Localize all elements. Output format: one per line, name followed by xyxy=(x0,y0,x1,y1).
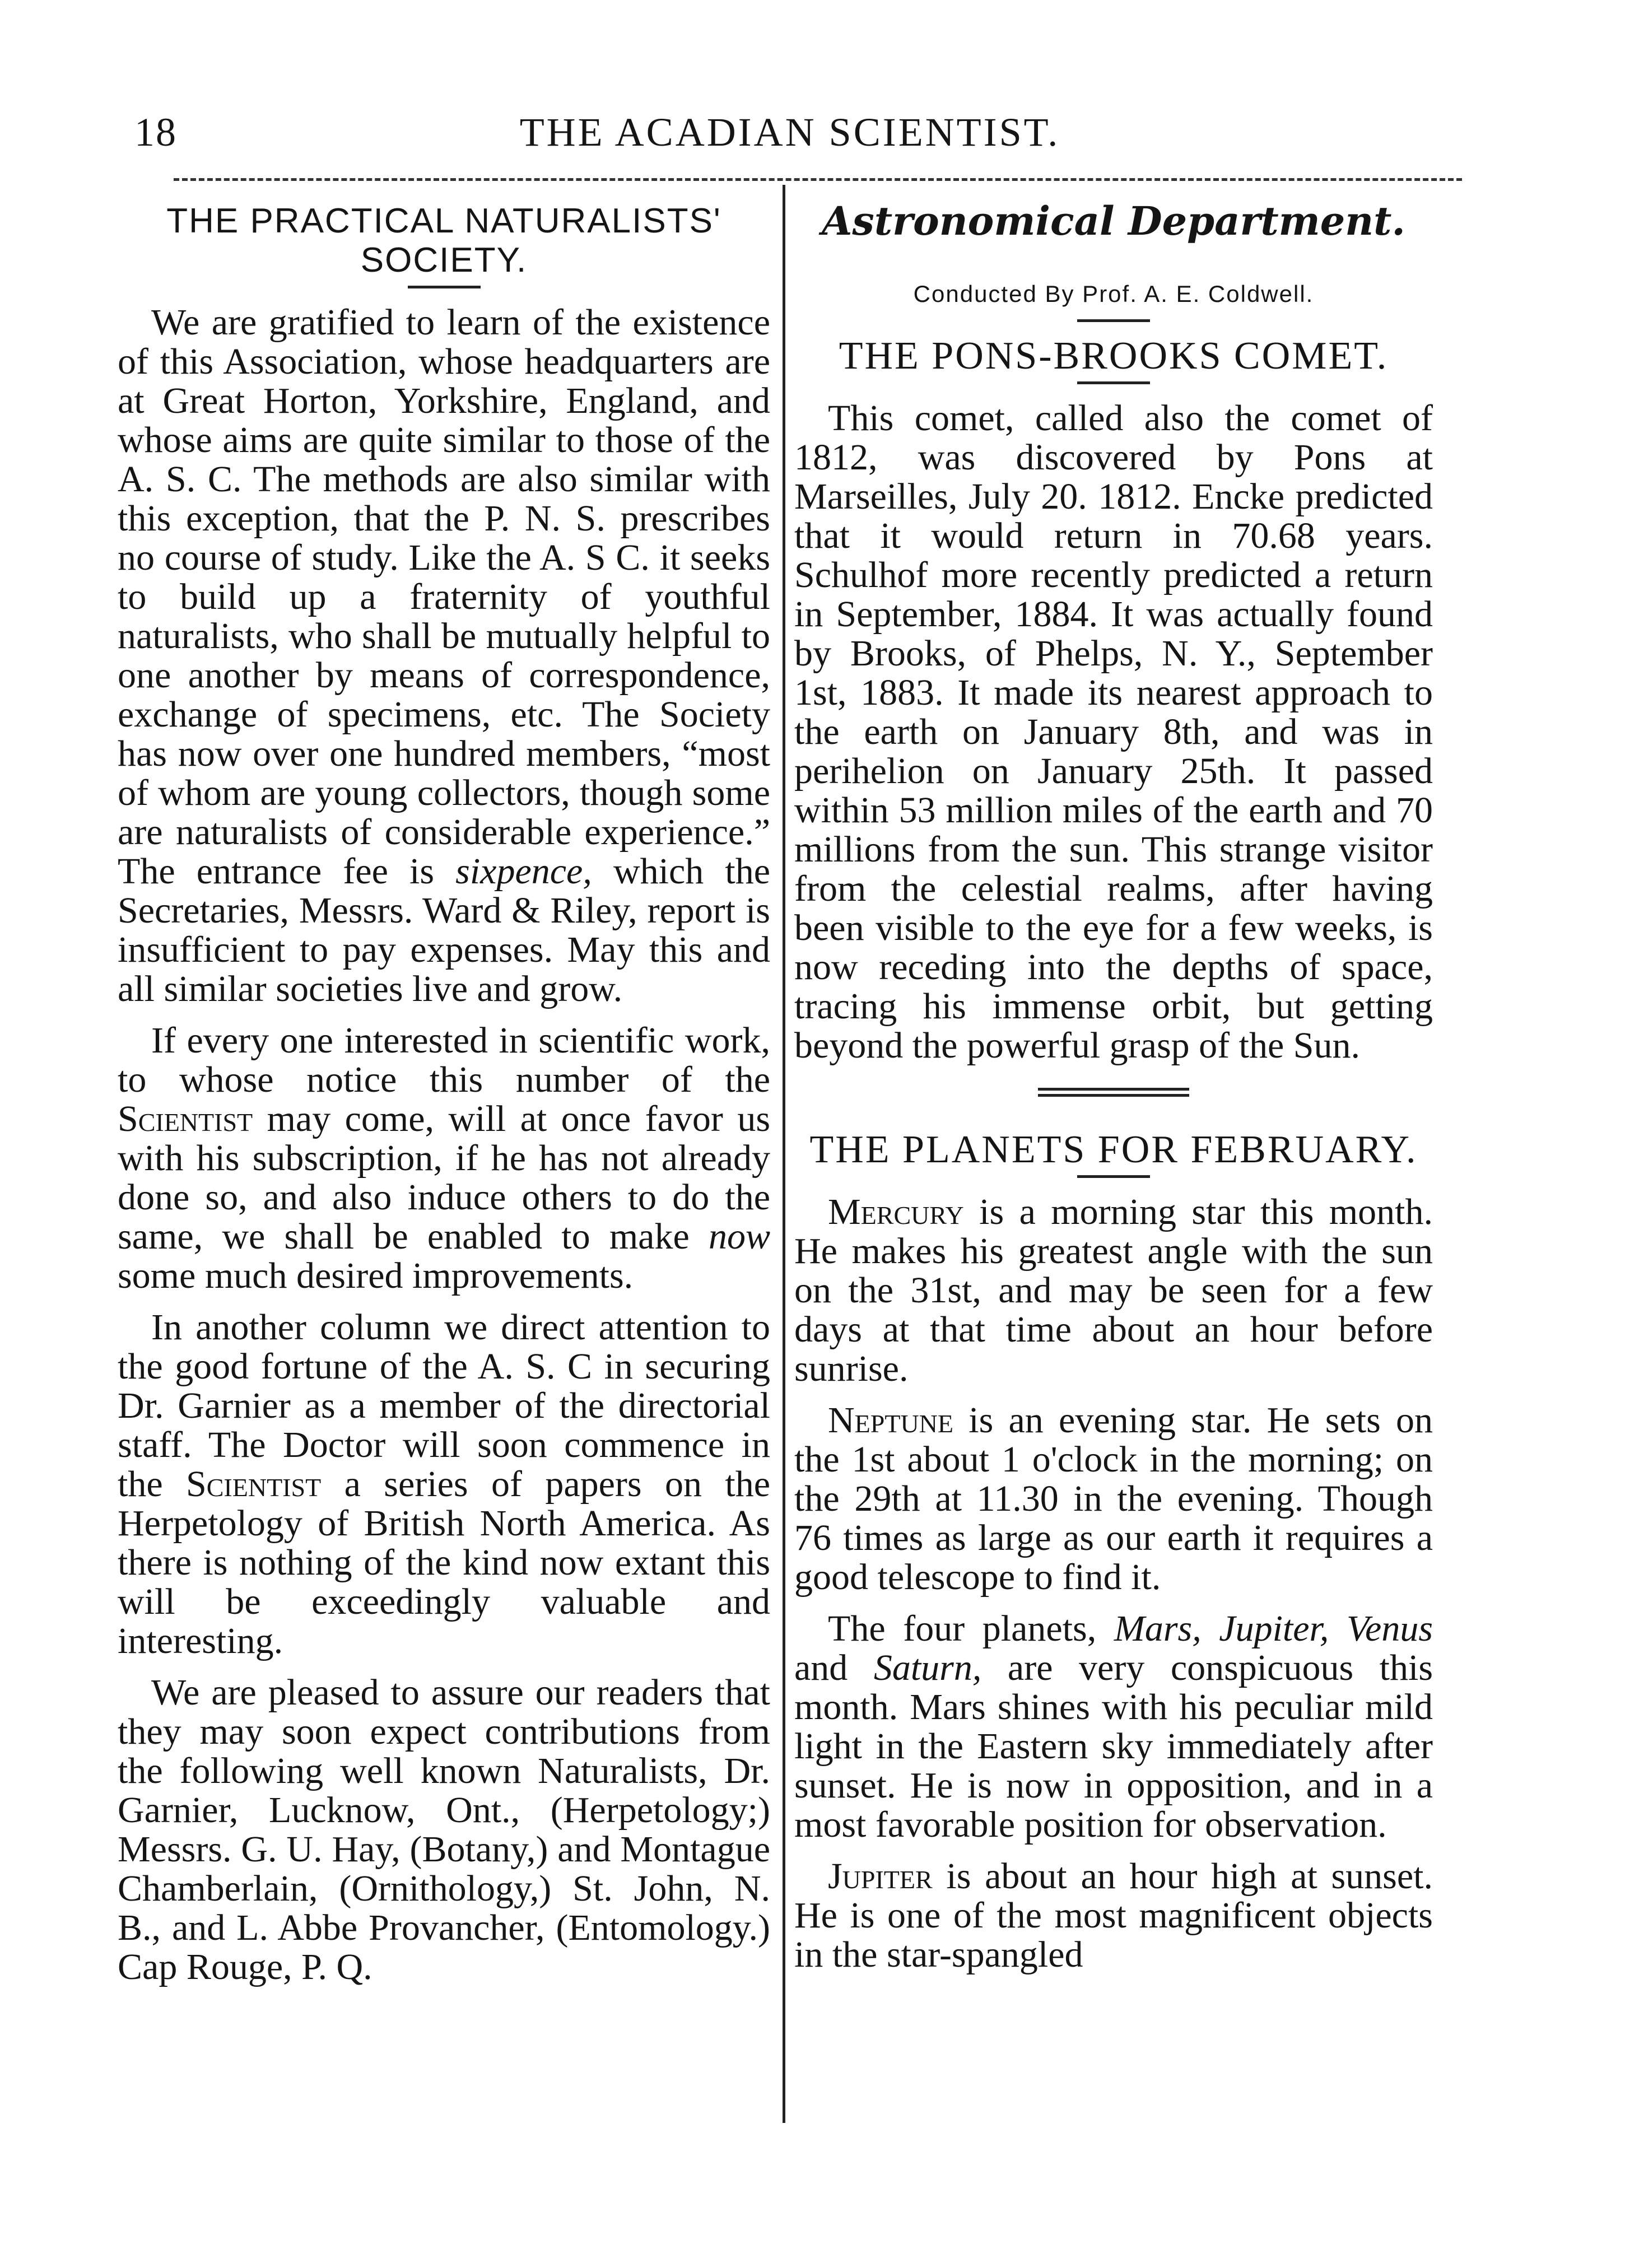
column-divider xyxy=(783,185,785,2123)
paragraph: This comet, called also the comet of 1812, was discovered by Pons at Marseilles, July 20. 1812. Encke predicted that it would return in 70.68 years. Schulhof more recently predicted a return in September, 1884. It was actually found by Brooks, of Phelps, N. Y., September 1st, 1883. It made its nearest approach to the earth on January 8th, and was in perihelion on January 25th. It passed within 53 million miles of the earth and 70 millions from the sun. This strange visitor from the celestial realms, after having been visible to the eye for a few weeks, is now receding into the depths of space, tracing his immense orbit, but getting beyond the powerful grasp of the Sun. xyxy=(794,398,1433,1066)
right-column xyxy=(794,198,1433,1987)
italic-text: Mars, Jupiter, Venus xyxy=(1114,1608,1433,1649)
paragraph-text: a series of papers on the Herpetology of British North America. As there is nothing of the kind now extant this will be exceedingly valuable and interesting. xyxy=(118,1464,771,1661)
paragraph-text: We are gratified to learn of the existence of this Association, whose headquarters are at Great Horton, Yorkshire, England, and whose aims are quite similar to those of the A. S. C. The methods are also similar with this exception, that the P. N. S. prescribes no course of study. Like the A. S C. it seeks to build up a fraternity of youthful naturalists, who shall be mutually helpful to one another by means of correspondence, exchange of specimens, etc. The Society has now over one hundred members, “most of whom are young collectors, though some are naturalists of considerable experience.” The entrance fee is xyxy=(118,302,770,892)
header-rule xyxy=(174,178,1462,181)
paragraph-text: and xyxy=(794,1647,848,1688)
paragraph-text: The four planets, xyxy=(828,1608,1097,1649)
small-caps-text: Scientist xyxy=(118,1098,253,1139)
paragraph xyxy=(794,1609,1433,1845)
paragraph xyxy=(794,1401,1433,1597)
italic-text: now xyxy=(708,1216,771,1257)
heading-rule xyxy=(1077,381,1150,384)
small-caps-text: Jupiter xyxy=(828,1856,933,1897)
article-heading-planets: THE PLANETS FOR FEBRUARY. xyxy=(809,1128,1418,1171)
small-caps-text: Neptune xyxy=(828,1400,953,1441)
running-title: THE ACADIAN SCIENTIST. xyxy=(519,110,1060,155)
small-caps-text: Scientist xyxy=(186,1464,322,1505)
italic-text: Saturn, xyxy=(873,1647,982,1688)
paragraph-text: If every one interested in scientific work, to whose notice this number of the xyxy=(118,1020,770,1100)
paragraph-text: may come, will at once favor us with his subscription, if he has not already done so, and also induce others to do the same, we shall be enabled to make xyxy=(118,1098,771,1257)
heading-rule xyxy=(1077,1175,1150,1178)
department-title: Astronomical Department. xyxy=(822,198,1405,244)
heading-rule xyxy=(1077,319,1150,322)
italic-text: sixpence, xyxy=(455,851,592,892)
paragraph xyxy=(118,1021,770,1296)
paragraph xyxy=(118,303,770,1009)
paragraph-text: is an evening star. He sets on the 1st about 1 o'clock in the morning; on the 29th at 11.30 in the evening. Though 76 times as large as our earth it requires a good telescope to find it. xyxy=(794,1400,1433,1598)
conducted-by-line: Conducted By Prof. A. E. Coldwell. xyxy=(913,281,1314,307)
heading-rule xyxy=(408,286,481,288)
page-number: 18 xyxy=(134,110,177,155)
paragraph xyxy=(118,1308,770,1661)
left-column xyxy=(118,202,770,1999)
paragraph xyxy=(794,1193,1433,1389)
small-caps-text: Mercury xyxy=(828,1191,964,1232)
paragraph-text: In another column we direct attention to the good fortune of the A. S. C in securing Dr. Garnier as a member of the directorial staff. The Doctor will soon commence in the xyxy=(118,1307,770,1505)
paragraph: We are pleased to assure our readers that they may soon expect contributions from the following well known Naturalists, Dr. Garnier, Lucknow, Ont., (Herpetology;) Messrs. G. U. Hay, (Botany,) and Montague Chamberlain, (Ornithology,) St. John, N. B., and L. Abbe Provancher, (Entomology.) Cap Rouge, P. Q. xyxy=(118,1672,770,1987)
page-header xyxy=(134,109,1445,171)
article-heading-naturalists-society: THE PRACTICAL NATURALISTS' SOCIETY. xyxy=(166,202,721,280)
article-heading-comet: THE PONS-BROOKS COMET. xyxy=(839,334,1389,378)
section-divider xyxy=(1038,1088,1189,1097)
paragraph-text: is a morning star this month. He makes his greatest angle with the sun on the 31st, and may be seen for a few days at that time about an hour before sunrise. xyxy=(794,1191,1433,1389)
paragraph-text: is about an hour high at sunset. He is one of the most magnificent objects in the star-spangled xyxy=(794,1856,1433,1975)
paragraph-text: which the Secretaries, Messrs. Ward & Riley, report is insufficient to pay expenses. May this and all similar societies live and grow. xyxy=(118,851,770,1009)
paragraph-text: some much desired improvements. xyxy=(118,1255,634,1296)
paragraph xyxy=(794,1857,1433,1974)
paragraph-text: are very conspicuous this month. Mars shines with his peculiar mild light in the Eastern sky immediately after sunset. He is now in opposition, and in a most favorable position for observation. xyxy=(794,1647,1433,1845)
